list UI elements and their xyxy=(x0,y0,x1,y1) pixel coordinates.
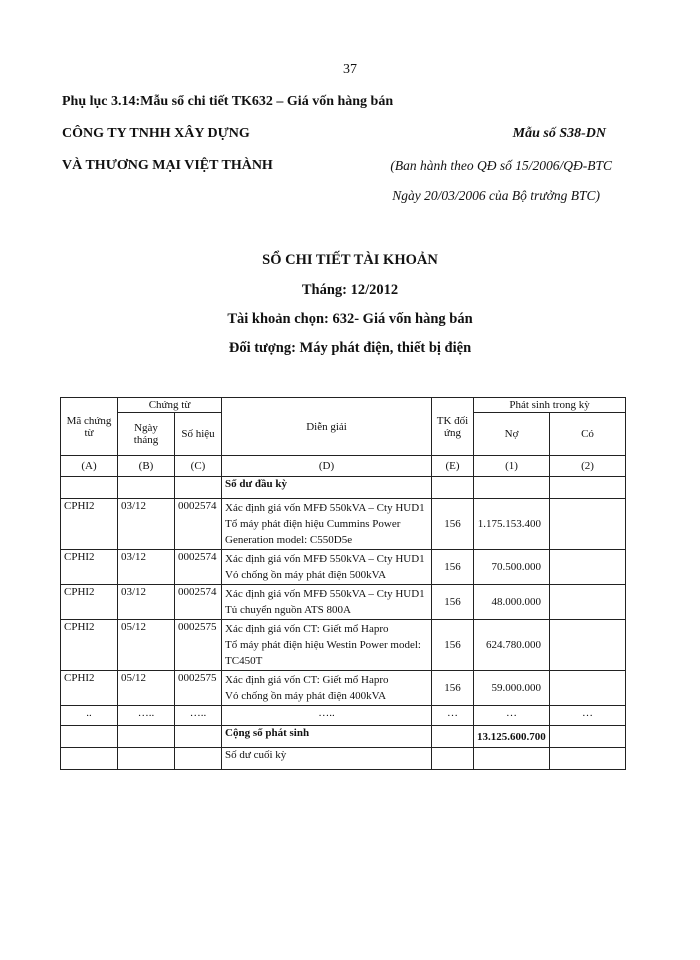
row-credit xyxy=(550,585,626,620)
total-label: Cộng số phát sinh xyxy=(222,726,432,748)
row-number: 0002574 xyxy=(175,585,222,620)
label-2: (2) xyxy=(550,456,626,477)
label-1: (1) xyxy=(474,456,550,477)
ellipsis-number: ….. xyxy=(175,706,222,726)
row-description-line: Xác định giá vốn MFĐ 550kVA – Cty HUD1 xyxy=(225,553,425,565)
ledger-month: Tháng: 12/2012 xyxy=(301,282,399,298)
row-debit: 59.000.000 xyxy=(474,671,550,706)
row-description xyxy=(222,671,432,706)
row-date: 03/12 xyxy=(118,499,175,550)
row-description-line: Tổ máy phát điện hiệu Westin Power model: xyxy=(225,639,421,651)
row-code: CPHI2 xyxy=(61,671,118,706)
row-description-line: Xác định giá vốn MFĐ 550kVA – Cty HUD1 xyxy=(225,502,425,514)
label-d: (D) xyxy=(222,456,432,477)
table-row xyxy=(61,671,626,706)
column-label-row xyxy=(61,456,626,477)
row-contra: 156 xyxy=(432,499,474,550)
row-description xyxy=(222,499,432,550)
row-description-line: Xác định giá vốn CT: Giết mổ Hapro xyxy=(225,623,389,635)
row-description-line: Vỏ chống ồn máy phát điện 400kVA xyxy=(225,690,387,702)
row-description xyxy=(222,620,432,671)
form-issued-line1: (Ban hành theo QĐ số 15/2006/QĐ-BTC xyxy=(390,158,612,173)
label-b: (B) xyxy=(118,456,175,477)
header-description: Diễn giải xyxy=(222,398,432,456)
row-contra: 156 xyxy=(432,585,474,620)
row-credit xyxy=(550,671,626,706)
total-debit: 13.125.600.700 xyxy=(474,726,550,748)
row-date: 03/12 xyxy=(118,585,175,620)
ellipsis-debit: … xyxy=(474,706,550,726)
row-contra: 156 xyxy=(432,671,474,706)
ellipsis-code: .. xyxy=(61,706,118,726)
row-description-line: Vỏ chống ồn máy phát điện 500kVA xyxy=(225,569,387,581)
company-name-line2: VÀ THƯƠNG MẠI VIỆT THÀNH xyxy=(62,158,273,173)
row-contra: 156 xyxy=(432,620,474,671)
row-code: CPHI2 xyxy=(61,550,118,585)
form-code: Mẫu số S38-DN xyxy=(512,126,606,141)
ledger-account: Tài khoản chọn: 632- Giá vốn hàng bán xyxy=(227,311,473,327)
closing-balance-row xyxy=(61,748,626,770)
header-code: Mã chứng từ xyxy=(61,398,118,456)
row-description xyxy=(222,550,432,585)
ellipsis-date: ….. xyxy=(118,706,175,726)
table-row xyxy=(61,499,626,550)
company-name-line1: CÔNG TY TNHH XÂY DỰNG xyxy=(62,126,250,141)
label-a: (A) xyxy=(61,456,118,477)
ellipsis-credit: … xyxy=(550,706,626,726)
row-number: 0002575 xyxy=(175,620,222,671)
row-description xyxy=(222,585,432,620)
row-description-line: Xác định giá vốn MFĐ 550kVA – Cty HUD1 xyxy=(225,588,425,600)
row-number: 0002575 xyxy=(175,671,222,706)
header-date: Ngày tháng xyxy=(118,413,175,456)
row-date: 05/12 xyxy=(118,620,175,671)
ledger-object: Đối tượng: Máy phát điện, thiết bị điện xyxy=(228,340,472,356)
row-description-line: Generation model: C550D5e xyxy=(225,534,353,546)
row-description-line: Tổ máy phát điện hiệu Cummins Power xyxy=(225,518,401,530)
ledger-title: SỔ CHI TIẾT TÀI KHOẢN xyxy=(262,252,438,268)
row-date: 03/12 xyxy=(118,550,175,585)
table-row xyxy=(61,620,626,671)
row-description-line: TC450T xyxy=(225,655,263,667)
header-number: Số hiệu xyxy=(175,413,222,456)
row-debit: 1.175.153.400 xyxy=(474,499,550,550)
row-code: CPHI2 xyxy=(61,499,118,550)
row-description-line: Xác định giá vốn CT: Giết mổ Hapro xyxy=(225,674,389,686)
header-credit: Có xyxy=(550,413,626,456)
row-code: CPHI2 xyxy=(61,585,118,620)
header-contra: TK đối ứng xyxy=(432,398,474,456)
row-contra: 156 xyxy=(432,550,474,585)
row-credit xyxy=(550,499,626,550)
header-voucher: Chứng từ xyxy=(118,398,222,413)
header-debit: Nợ xyxy=(474,413,550,456)
header-row-1 xyxy=(61,398,626,413)
opening-balance-row xyxy=(61,477,626,499)
table-row xyxy=(61,585,626,620)
opening-balance-label: Số dư đầu kỳ xyxy=(222,477,432,499)
ledger-table xyxy=(60,397,626,770)
row-code: CPHI2 xyxy=(61,620,118,671)
row-debit: 48.000.000 xyxy=(474,585,550,620)
ellipsis-contra: … xyxy=(432,706,474,726)
total-row xyxy=(61,726,626,748)
row-credit xyxy=(550,620,626,671)
label-e: (E) xyxy=(432,456,474,477)
row-number: 0002574 xyxy=(175,550,222,585)
header-arising: Phát sinh trong kỳ xyxy=(474,398,626,413)
row-debit: 624.780.000 xyxy=(474,620,550,671)
row-debit: 70.500.000 xyxy=(474,550,550,585)
appendix-title: Phụ lục 3.14:Mẫu sổ chi tiết TK632 – Giá vốn hàng bán xyxy=(62,94,394,109)
ellipsis-row xyxy=(61,706,626,726)
row-credit xyxy=(550,550,626,585)
closing-balance-label: Số dư cuối kỳ xyxy=(222,748,432,770)
ellipsis-description: ….. xyxy=(222,706,432,726)
form-issued-line2: Ngày 20/03/2006 của Bộ trưởng BTC) xyxy=(392,188,600,203)
row-number: 0002574 xyxy=(175,499,222,550)
page-number: 37 xyxy=(343,62,357,77)
row-description-line: Tủ chuyển nguồn ATS 800A xyxy=(225,604,351,616)
row-date: 05/12 xyxy=(118,671,175,706)
table-row xyxy=(61,550,626,585)
label-c: (C) xyxy=(175,456,222,477)
